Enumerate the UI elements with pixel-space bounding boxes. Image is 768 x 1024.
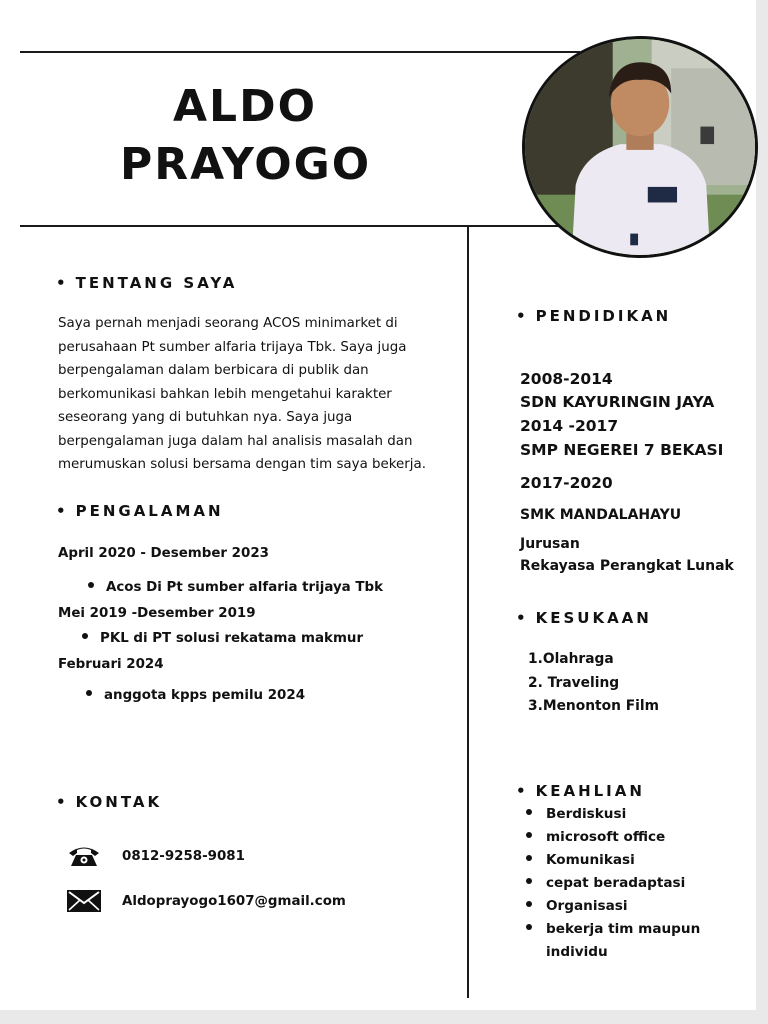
heading-bullet: • bbox=[56, 274, 66, 292]
list-bullet bbox=[526, 878, 532, 884]
skill-text: microsoft office bbox=[546, 829, 666, 845]
education-line-8: Rekayasa Perangkat Lunak bbox=[520, 558, 734, 574]
education-line-6: SMK MANDALAHAYU bbox=[520, 507, 682, 523]
experience-heading-text: PENGALAMAN bbox=[75, 502, 224, 520]
heading-bullet: • bbox=[56, 502, 66, 520]
education-line-5: 2017-2020 bbox=[520, 474, 613, 492]
education-line-2: SDN KAYURINGIN JAYA bbox=[520, 393, 715, 411]
heading-bullet: • bbox=[516, 609, 526, 627]
first-name: ALDO bbox=[172, 81, 318, 132]
skill-text: bekerja tim maupun bbox=[546, 921, 701, 937]
phone-number: 0812-9258-9081 bbox=[122, 848, 245, 864]
hobbies-heading-text: KESUKAAN bbox=[535, 609, 652, 627]
heading-bullet: • bbox=[56, 793, 66, 811]
skills-heading bbox=[516, 782, 645, 800]
hobby-item-2: 2. Traveling bbox=[528, 675, 620, 691]
skill-item-3 bbox=[526, 852, 635, 868]
experience-heading bbox=[56, 502, 224, 520]
top-rule bbox=[20, 51, 580, 53]
list-bullet bbox=[82, 633, 88, 639]
list-bullet bbox=[526, 924, 532, 930]
skill-text: Organisasi bbox=[546, 898, 628, 914]
skill-item-1 bbox=[526, 806, 626, 822]
hobby-item-3: 3.Menonton Film bbox=[528, 698, 660, 714]
about-heading bbox=[56, 274, 237, 292]
experience-item-text: anggota kpps pemilu 2024 bbox=[104, 688, 306, 703]
profile-photo bbox=[522, 36, 758, 258]
list-bullet bbox=[88, 582, 94, 588]
experience-date-1: April 2020 - Desember 2023 bbox=[58, 546, 269, 561]
header-bottom-rule bbox=[20, 225, 580, 227]
skill-item-4 bbox=[526, 875, 685, 891]
list-bullet bbox=[526, 832, 532, 838]
experience-item-1 bbox=[88, 580, 383, 595]
list-bullet bbox=[526, 901, 532, 907]
list-bullet bbox=[86, 690, 92, 696]
heading-bullet: • bbox=[516, 307, 526, 325]
list-bullet bbox=[526, 809, 532, 815]
email-address: Aldoprayogo1607@gmail.com bbox=[122, 893, 346, 909]
about-text: Saya pernah menjadi seorang ACOS minimarket di perusahaan Pt sumber alfaria trijaya Tbk. Saya juga berpengalaman dalam berbicara di publik dan berkomunikasi bahkan lebih mengetahui karakter seseorang yang di butuhkan nya. Saya juga berpengalaman juga dalam hal analisis masalah dan merumuskan solusi bersama dengan tim saya bekerja. bbox=[58, 316, 426, 472]
heading-bullet: • bbox=[516, 782, 526, 800]
education-heading-text: PENDIDIKAN bbox=[535, 307, 672, 325]
education-line-4: SMP NEGEREI 7 BEKASI bbox=[520, 441, 724, 459]
contact-heading-text: KONTAK bbox=[75, 793, 163, 811]
skill-item-6 bbox=[526, 921, 700, 937]
skills-heading-text: KEAHLIAN bbox=[535, 782, 645, 800]
last-name: PRAYOGO bbox=[120, 139, 372, 190]
skill-item-6-continued: individu bbox=[546, 944, 608, 960]
telephone-icon bbox=[66, 843, 102, 869]
experience-item-3 bbox=[86, 688, 305, 703]
education-line-7: Jurusan bbox=[520, 536, 580, 552]
experience-item-text: Acos Di Pt sumber alfaria trijaya Tbk bbox=[106, 580, 384, 595]
experience-item-2 bbox=[82, 631, 363, 646]
skill-text: cepat beradaptasi bbox=[546, 875, 686, 891]
education-line-3: 2014 -2017 bbox=[520, 417, 619, 435]
experience-date-2: Mei 2019 -Desember 2019 bbox=[58, 606, 256, 621]
skill-item-2 bbox=[526, 829, 665, 845]
hobby-item-1: 1.Olahraga bbox=[528, 651, 614, 667]
contact-phone-row bbox=[66, 843, 245, 869]
contact-heading bbox=[56, 793, 162, 811]
education-line-1: 2008-2014 bbox=[520, 370, 613, 388]
skill-text: Berdiskusi bbox=[546, 806, 627, 822]
about-heading-text: TENTANG SAYA bbox=[75, 274, 238, 292]
hobbies-heading bbox=[516, 609, 652, 627]
contact-email-row bbox=[66, 888, 346, 914]
education-heading bbox=[516, 307, 671, 325]
experience-item-text: PKL di PT solusi rekatama makmur bbox=[100, 631, 364, 646]
column-divider bbox=[467, 226, 469, 998]
skill-item-5 bbox=[526, 898, 628, 914]
list-bullet bbox=[526, 855, 532, 861]
envelope-icon bbox=[66, 888, 102, 914]
experience-date-3: Februari 2024 bbox=[58, 657, 164, 672]
skill-text: Komunikasi bbox=[546, 852, 635, 868]
